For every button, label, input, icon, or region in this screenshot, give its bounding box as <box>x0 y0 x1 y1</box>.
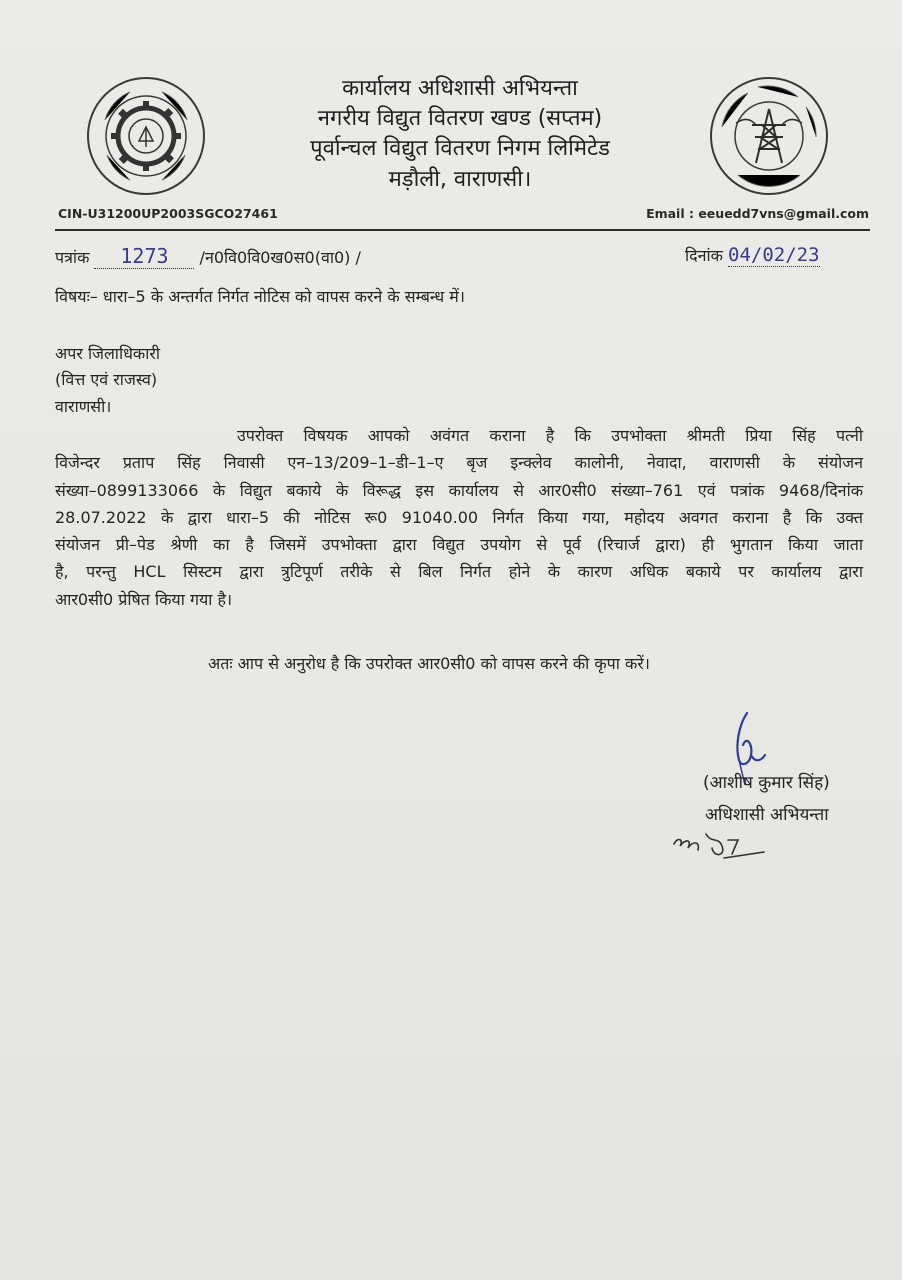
letterhead-company: पूर्वान्चल विद्युत वितरण निगम लिमिटेड <box>310 136 610 161</box>
cin-number: CIN-U31200UP2003SGCO27461 <box>58 206 278 221</box>
body-paragraph <box>55 422 863 613</box>
reference-number: 1273 <box>120 244 169 268</box>
reference-line <box>55 244 361 269</box>
signatory-name: (आशीष कुमार सिंह) <box>703 773 830 793</box>
letterhead-office: कार्यालय अधिशासी अभियन्ता <box>342 76 578 101</box>
subject-line: विषयः– धारा–5 के अन्तर्गत निर्गत नोटिस को वापस करने के सम्बन्ध में। <box>55 287 465 306</box>
addressee-city: वाराणसी। <box>55 397 112 416</box>
company-seal-right <box>708 75 830 197</box>
body-line: है, परन्तु HCL सिस्टम द्वारा त्रुटिपूर्ण तरीके से बिल निर्गत होने के कारण अधिक बकाये पर कार्यालय द्वारा <box>55 562 863 582</box>
body-line: विजेन्दर प्रताप सिंह निवासी एन–13/209–1–डी–1–ए बृज इन्क्लेव कालोनी, नेवादा, वाराणसी के संयोजन <box>55 453 863 473</box>
letterhead-location: मड़ौली, वाराणसी। <box>388 167 532 192</box>
reference-label: पत्रांक <box>55 248 90 267</box>
body-line: उपरोक्त विषयक आपको अवंगत कराना है कि उपभोक्ता श्रीमती प्रिया सिंह पत्नी <box>237 426 863 445</box>
email-address: Email : eeuedd7vns@gmail.com <box>646 206 869 221</box>
addressee-title: अपर जिलाधिकारी <box>55 344 161 363</box>
addressee-department: (वित्त एवं राजस्व) <box>55 370 158 389</box>
body-line: संख्या–0899133066 के विद्युत बकाये के विरूद्ध इस कार्यालय से आर0सी0 संख्या–761 एवं पत्रांक 9468/दिनांक <box>55 480 863 500</box>
government-seal-left <box>85 75 207 197</box>
signatory-designation: अधिशासी अभियन्ता <box>705 805 829 825</box>
date-value: 04/02/23 <box>728 244 820 266</box>
date-line <box>685 244 820 266</box>
header-divider <box>55 229 870 231</box>
body-line: संयोजन प्री–पेड श्रेणी का है जिसमें उपभोक्ता द्वारा विद्युत उपयोग से पूर्व (रिचार्ज द्वारा) ही भुगतान किया जाता <box>55 535 863 555</box>
reference-suffix: /न0वि0वि0ख0स0(वा0) / <box>199 248 361 267</box>
date-label: दिनांक <box>685 246 723 265</box>
letterhead-division: नगरीय विद्युत वितरण खण्ड (सप्तम) <box>317 106 603 131</box>
body-line: 28.07.2022 के द्वारा धारा–5 की नोटिस रू0 91040.00 निर्गत किया गया, महोदय अवगत कराना है कि उक्त <box>55 507 863 527</box>
initials-mark <box>668 826 768 866</box>
body-line: आर0सी0 प्रेषित किया गया है। <box>55 589 233 609</box>
request-line: अतः आप से अनुरोध है कि उपरोक्त आर0सी0 को वापस करने की कृपा करें। <box>208 654 650 673</box>
